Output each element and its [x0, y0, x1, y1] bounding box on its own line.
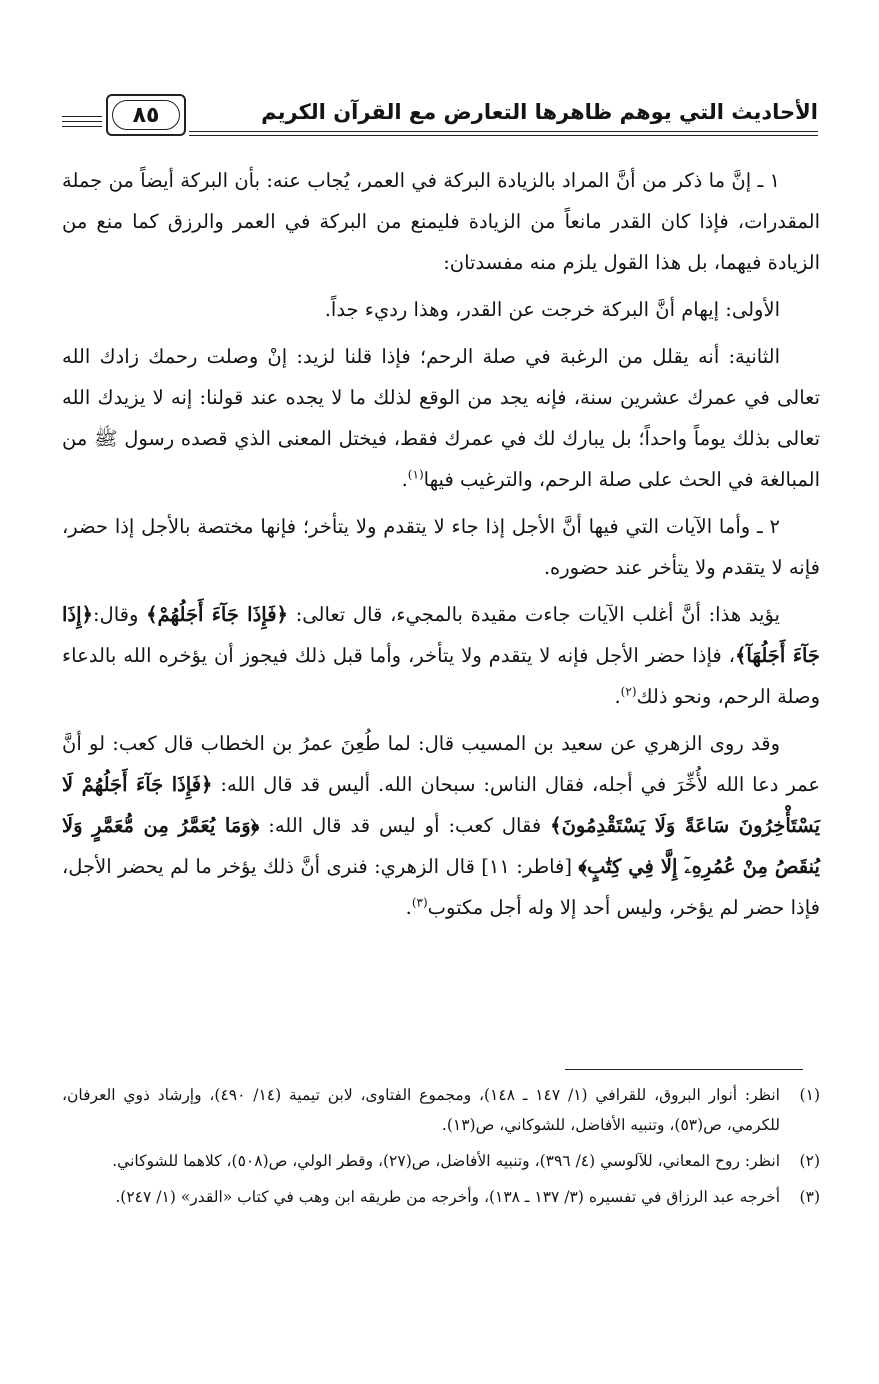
paragraph-text: [فاطر: ١١] قال الزهري: فنرى أنَّ ذلك يؤخر ما لم يحضر الأجل، فإذا حضر لم يؤخر، وليس أحد إلا وله أجل مكتوب: [62, 855, 820, 919]
footnote-text: أخرجه عبد الرزاق في تفسيره (٣/ ١٣٧ ـ ١٣٨)، وأخرجه من طريقه ابن وهب في كتاب «القدر» (١/ ٢٤٧).: [115, 1188, 780, 1206]
paragraph-text: وقد روى الزهري عن سعيد بن المسيب قال: لما طُعِنَ عمرُ بن الخطاب قال كعب: لو أنَّ عمر دعا الله لأُخِّرَ في أجله، فقال الناس: سبحان الله. أليس قد قال الله:: [62, 732, 820, 796]
paragraph-support: [62, 594, 820, 717]
header-rule: [189, 135, 818, 136]
header-title: الأحاديث التي يوهم ظاهرها التعارض مع القرآن الكريم: [261, 100, 818, 124]
footnote-ref-2[interactable]: (٢): [620, 684, 637, 699]
quran-verse: ﴿وَمَا يُعَمَّرُ مِن مُّعَمَّرٍ وَلَا يُنقَصُ مِنْ عُمُرِهِۦٓ إِلَّا فِي كِتَٰبٍ﴾: [62, 814, 820, 878]
paragraph-text: يؤيد هذا: أنَّ أغلب الآيات جاءت مقيدة بالمجيء، قال تعالى:: [295, 603, 780, 626]
header-rule-short: [62, 126, 102, 127]
footnote-ref-1[interactable]: (١): [407, 467, 424, 482]
footnote-number: (٣): [799, 1188, 820, 1206]
quran-verse: ﴿فَإِذَا جَآءَ أَجَلُهُمْ﴾: [146, 603, 288, 626]
quran-verse: ﴿إِذَا جَآءَ أَجَلُهَآ﴾: [62, 603, 820, 667]
quran-verse: ﴿فَإِذَا جَآءَ أَجَلُهُمْ لَا يَسْتَأْخِرُونَ سَاعَةً وَلَا يَسْتَقْدِمُونَ﴾: [62, 773, 821, 837]
footnote-3: [62, 1182, 820, 1212]
header-rule-short: [62, 121, 102, 122]
footnote-1: [62, 1080, 820, 1140]
header-rule-short: [62, 116, 102, 117]
paragraph-text: فقال كعب: أو ليس قد قال الله:: [268, 814, 542, 837]
running-header: [62, 94, 818, 140]
paragraph-point-1: ١ ـ إنَّ ما ذكر من أنَّ المراد بالزيادة البركة في العمر، يُجاب عنه: بأن البركة أيضاً من جملة المقدرات، فإذا كان القدر مانعاً من الزيادة فليمنع من البركة في العمر والرزق كما منع من الزيادة فيهما، بل هذا القول يلزم منه مفسدتان:: [62, 169, 820, 274]
footnote-number: (١): [799, 1086, 820, 1104]
header-rule: [189, 131, 818, 132]
footnote-ref-3[interactable]: (٣): [411, 895, 428, 910]
paragraph-text: ، فإذا حضر الأجل فإنه لا يتقدم ولا يتأخر، وأما قبل ذلك فيجوز أن يؤخره الله بالدعاء وصلة الرحم، ونحو ذلك: [62, 644, 820, 708]
paragraph-second-harm: [62, 336, 820, 500]
paragraph-end: .: [614, 685, 621, 708]
paragraph-text: وقال:: [92, 603, 139, 626]
paragraph-text: الثانية: أنه يقلل من الرغبة في صلة الرحم؛ فإذا قلنا لزيد: إنْ وصلت رحمك زادك الله تعالى في عمرك عشرين سنة، فإنه يجد من الوقع لذلك ما لا يجده عند قولنا: إنه لا يزيدك الله تعالى بذلك يوماً واحداً؛ بل يبارك لك في عمرك فقط، فيختل المعنى الذي قصده رسول ﷺ من المبالغة في الحث على صلة الرحم، والترغيب فيها: [62, 345, 820, 491]
body-text: [62, 160, 820, 934]
footnote-number: (٢): [799, 1152, 820, 1170]
paragraph-first-harm: الأولى: إيهام أنَّ البركة خرجت عن القدر، وهذا رديء جداً.: [324, 298, 780, 321]
paragraph-zuhri-narration: [62, 723, 820, 928]
footnote-2: [62, 1146, 820, 1176]
footnote-text: انظر: روح المعاني، للآلوسي (٤/ ٣٩٦)، وتنبيه الأفاضل، ص(٢٧)، وقطر الولي، ص(٥٠٨)، كلاهما للشوكاني.: [112, 1152, 780, 1170]
page-number-frame: [106, 94, 186, 136]
paragraph-end: .: [401, 468, 408, 491]
paragraph-end: .: [405, 896, 412, 919]
footnotes: [62, 1080, 820, 1218]
footnote-separator: [565, 1069, 803, 1070]
page-number: ٨٥: [112, 100, 180, 130]
footnote-text: انظر: أنوار البروق، للقرافي (١/ ١٤٧ ـ ١٤٨)، ومجموع الفتاوى، لابن تيمية (١٤/ ٤٩٠)، وإرشاد ذوي العرفان، للكرمي، ص(٥٣)، وتنبيه الأفاضل، للشوكاني، ص(١٣).: [62, 1086, 780, 1134]
paragraph-point-2: ٢ ـ وأما الآيات التي فيها أنَّ الأجل إذا جاء لا يتقدم ولا يتأخر؛ فإنها مختصة بالأجل إذا حضر، فإنه لا يتقدم ولا يتأخر عند حضوره.: [62, 515, 820, 579]
